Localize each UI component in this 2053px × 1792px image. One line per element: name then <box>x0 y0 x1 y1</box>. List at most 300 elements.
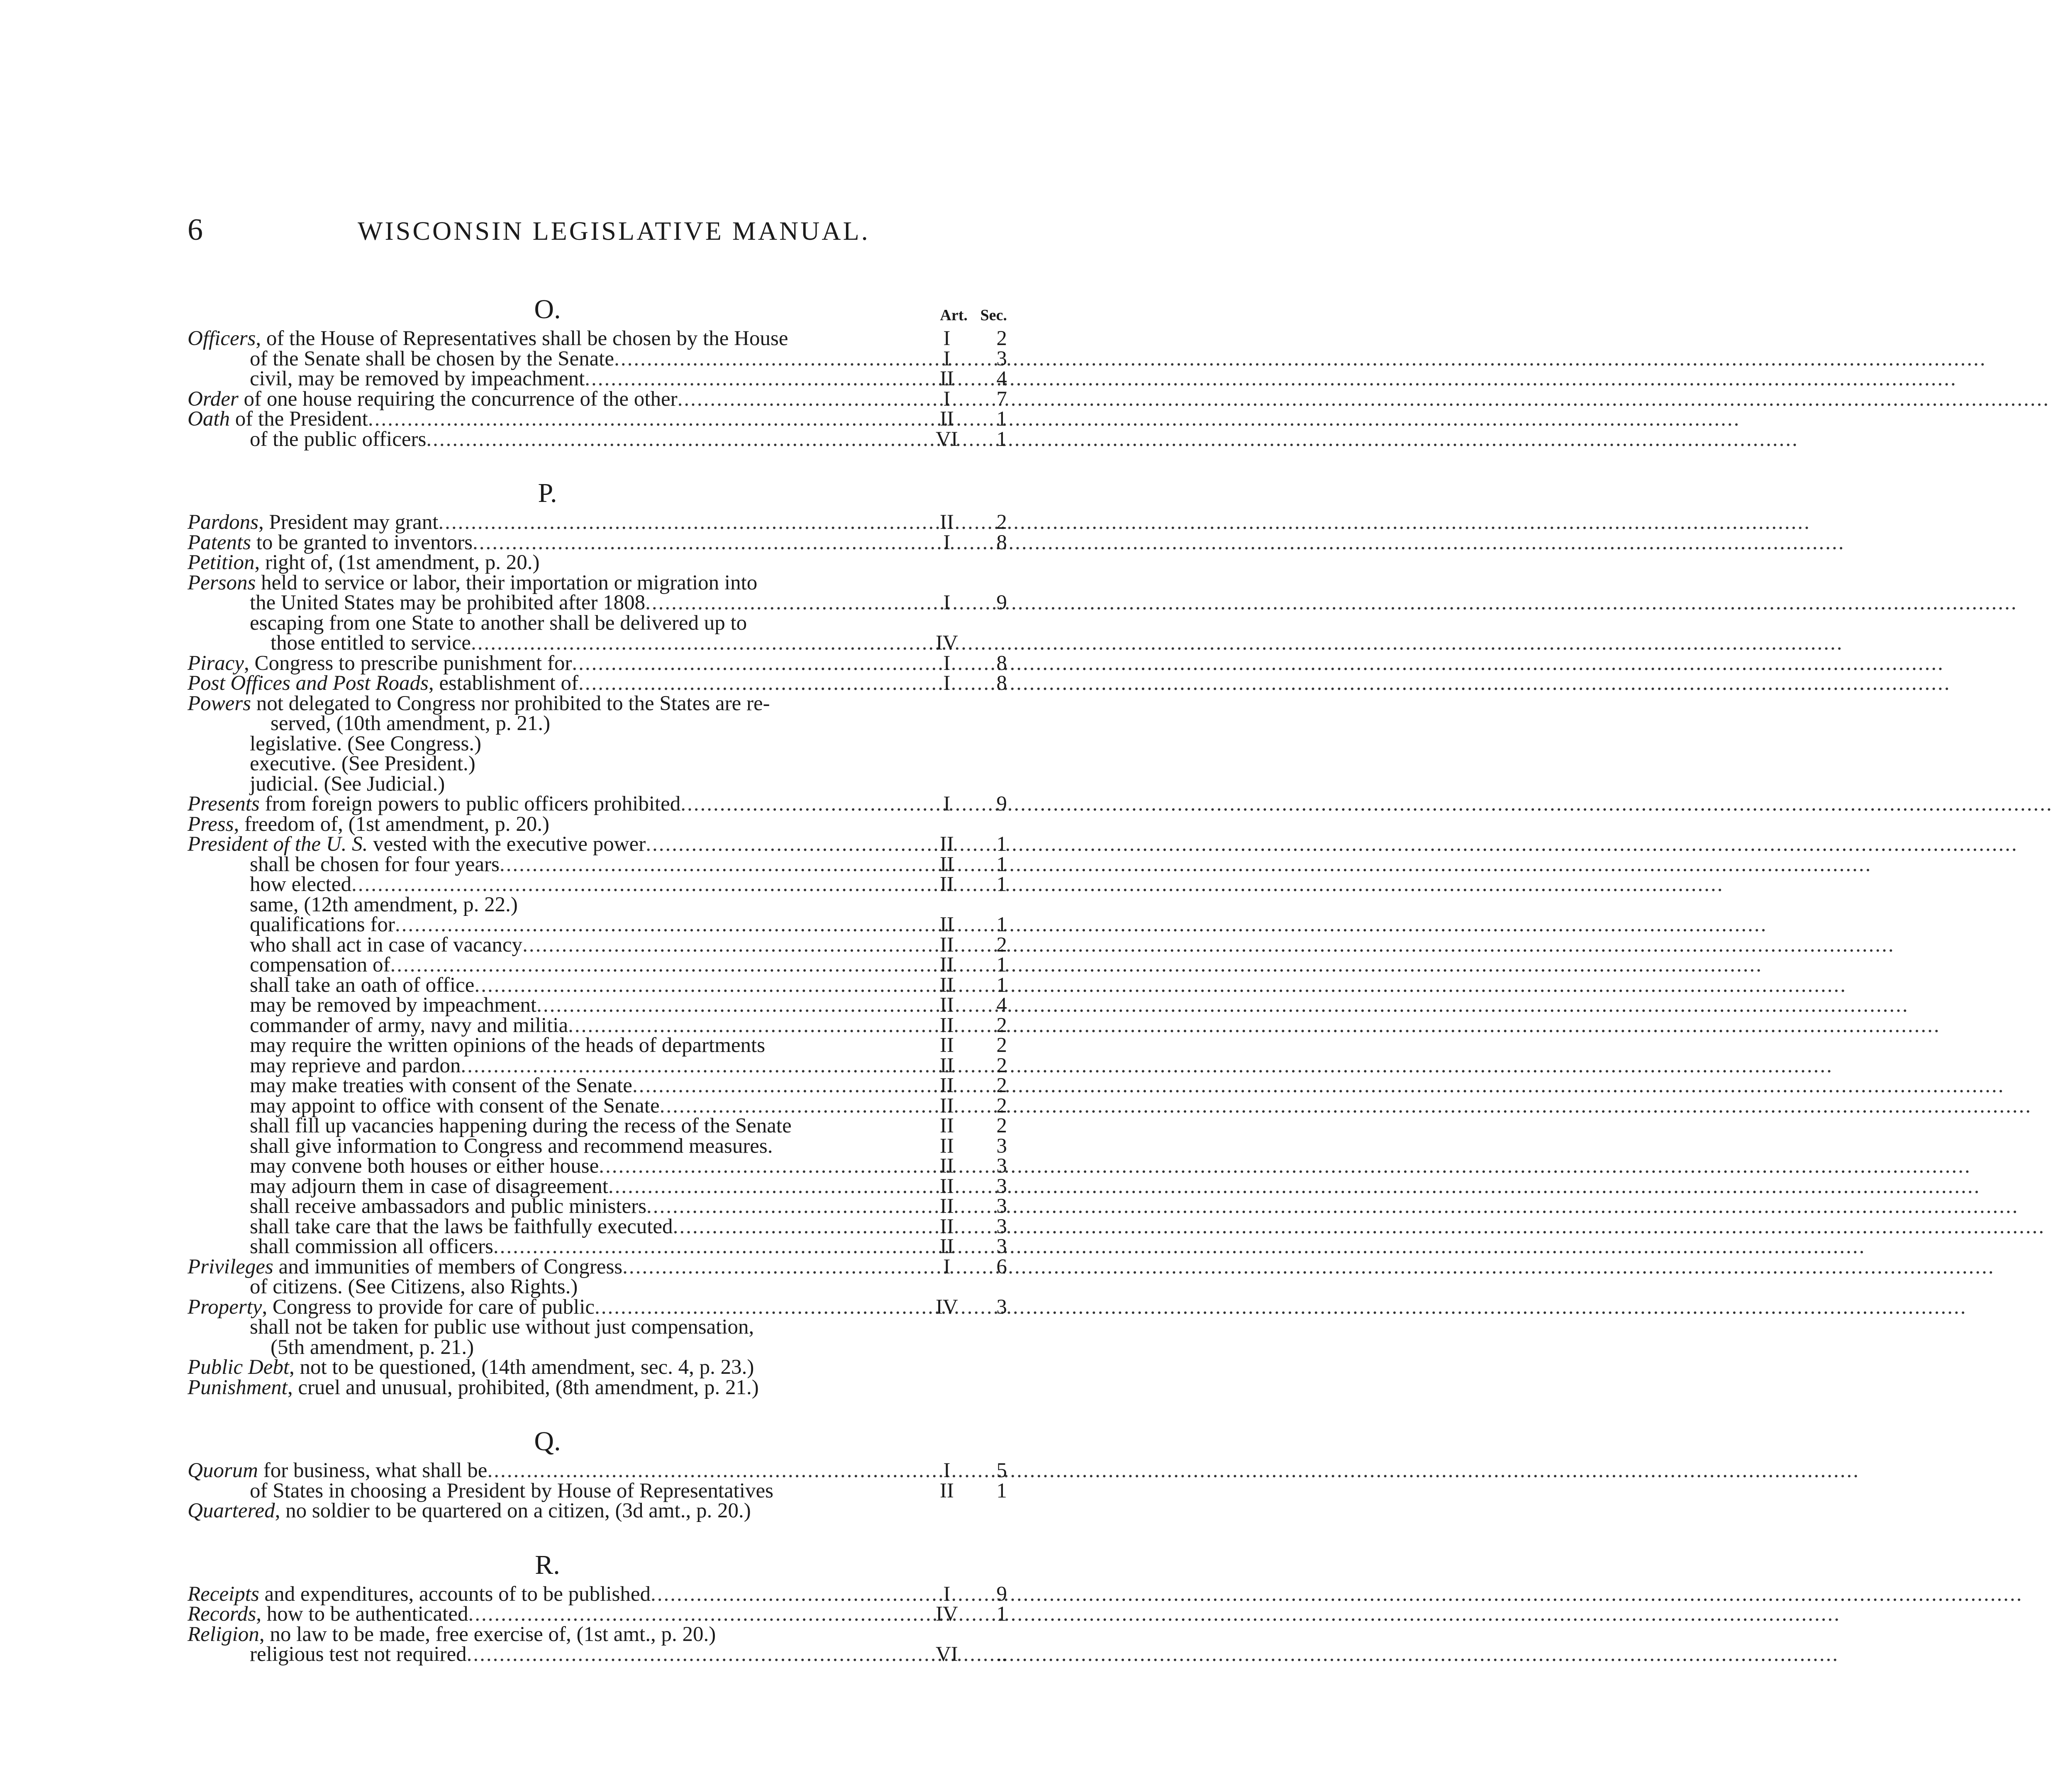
index-entry <box>188 955 1007 975</box>
index-entry <box>188 713 1007 734</box>
section-ref: 1 <box>996 852 1007 876</box>
leader-dots <box>487 1461 926 1481</box>
entry-description: may appoint to office with consent of the Senate <box>250 1094 660 1118</box>
entry-text <box>250 995 536 1015</box>
section-ref: 1 <box>996 1602 1007 1626</box>
entry-text <box>250 955 390 975</box>
entry-text <box>250 1277 578 1297</box>
section-ref: 2 <box>996 1094 1007 1118</box>
leader-dots <box>622 1257 926 1277</box>
entry-description: judicial. (See Judicial.) <box>250 772 445 796</box>
index-entry <box>188 874 1007 895</box>
section-ref: 5 <box>996 1459 1007 1482</box>
section-ref: 2 <box>996 1034 1007 1057</box>
entry-text <box>188 1297 595 1317</box>
entry-term: Piracy <box>188 651 244 675</box>
section-gap <box>188 1398 1007 1422</box>
leader-dots <box>500 855 926 875</box>
entry-text <box>188 409 368 429</box>
entry-description: , no soldier to be quartered on a citizen, (3d amt., p. 20.) <box>275 1499 751 1522</box>
leader-dots <box>474 975 926 996</box>
article-ref: I <box>943 327 951 350</box>
index-content <box>188 290 1007 1690</box>
leader-dots <box>645 593 926 613</box>
entry-term: Persons <box>188 571 256 594</box>
index-entry <box>188 915 1007 935</box>
entry-description: not delegated to Congress nor prohibited to the States are re- <box>251 691 770 715</box>
index-entry <box>188 613 1007 633</box>
index-section <box>188 1422 1007 1546</box>
index-entry <box>188 329 1007 349</box>
index-entry <box>188 673 1007 694</box>
entry-description: held to service or labor, their importation or migration into <box>256 571 758 594</box>
section-ref: .. <box>996 1643 1007 1666</box>
entry-text <box>188 814 549 835</box>
entry-description: shall take an oath of office <box>250 973 475 997</box>
entry-description: may adjourn them in case of disagreement <box>250 1174 608 1198</box>
article-ref: II <box>940 1235 954 1258</box>
entry-description: , right of, (1st amendment, p. 20.) <box>254 551 540 574</box>
entry-text <box>188 673 578 694</box>
entry-term: Presents <box>188 792 260 816</box>
entry-term: Pardons <box>188 511 258 534</box>
article-ref: II <box>940 1034 954 1057</box>
section-ref: 4 <box>996 993 1007 1017</box>
leader-dots <box>595 1297 926 1317</box>
entry-description: shall give information to Congress and recommend measures. <box>250 1134 773 1158</box>
index-entry <box>188 975 1007 996</box>
entry-description: , President may grant <box>258 511 439 534</box>
entry-text <box>250 1176 608 1197</box>
section-ref: 2 <box>996 1074 1007 1097</box>
entry-text <box>188 1604 468 1624</box>
article-ref: II <box>940 852 954 876</box>
article-ref: II <box>940 1074 954 1097</box>
entry-text <box>188 329 788 349</box>
entry-text <box>250 593 645 613</box>
leader-dots <box>660 1096 926 1116</box>
index-entry <box>188 593 1007 613</box>
entry-description: , establishment of <box>428 672 578 695</box>
running-head <box>188 212 1001 246</box>
entry-text <box>188 691 770 715</box>
entry-description: legislative. (See Congress.) <box>250 732 482 755</box>
entry-description: , no law to be made, free exercise of, (1st amt., p. 20.) <box>259 1622 716 1646</box>
section-ref: 9 <box>996 591 1007 614</box>
entry-description: shall take care that the laws be faithfully executed <box>250 1215 673 1238</box>
entry-description: served, (10th amendment, p. 21.) <box>271 712 551 735</box>
entry-description: (5th amendment, p. 21.) <box>271 1335 474 1359</box>
leader-dots <box>673 1217 926 1237</box>
sec-column-label: Sec. <box>980 307 1007 324</box>
index-entry <box>188 1096 1007 1116</box>
index-entry <box>188 533 1007 553</box>
section-ref: 1 <box>996 407 1007 431</box>
section-ref: 3 <box>996 1215 1007 1238</box>
entry-text <box>188 1461 487 1481</box>
entry-text <box>250 874 351 895</box>
entry-text <box>250 915 395 935</box>
entry-description: of one house requiring the concurrence of the other <box>238 387 678 411</box>
index-entry <box>188 1176 1007 1197</box>
index-entry <box>188 995 1007 1015</box>
index-entry <box>188 774 1007 794</box>
entry-text <box>250 1156 599 1176</box>
entry-term: Oath <box>188 407 230 431</box>
section-ref: 3 <box>996 1174 1007 1198</box>
entry-text <box>250 1096 660 1116</box>
entry-text <box>271 633 471 653</box>
index-section <box>188 1546 1007 1690</box>
section-ref: 1 <box>996 913 1007 936</box>
index-entry <box>188 1357 1007 1378</box>
index-entry <box>188 1277 1007 1297</box>
section-ref: 2 <box>996 1013 1007 1037</box>
article-ref: II <box>940 1195 954 1218</box>
article-ref: IV <box>936 1295 958 1319</box>
index-entry <box>188 1624 1007 1645</box>
leader-dots <box>632 1076 926 1096</box>
index-entry <box>188 1317 1007 1337</box>
article-ref: II <box>940 407 954 431</box>
index-entry <box>188 1337 1007 1358</box>
entry-description: executive. (See President.) <box>250 752 475 775</box>
entry-description: commander of army, navy and militia <box>250 1013 568 1037</box>
article-ref: I <box>943 651 951 675</box>
entry-description: shall receive ambassadors and public ministers <box>250 1195 646 1218</box>
leader-dots <box>438 512 926 533</box>
index-entry <box>188 553 1007 573</box>
index-entry <box>188 369 1007 389</box>
index-entry <box>188 935 1007 955</box>
section-ref: 2 <box>996 933 1007 957</box>
entry-description: qualifications for <box>250 913 395 936</box>
article-ref: I <box>943 672 951 695</box>
entry-description: to be granted to inventors <box>251 531 473 554</box>
entry-description: shall not be taken for public use without just compensation, <box>250 1315 754 1339</box>
index-entry <box>188 1604 1007 1624</box>
entry-description: the United States may be prohibited after 1808 <box>250 591 646 614</box>
section-ref: 8 <box>996 651 1007 675</box>
index-entry <box>188 1297 1007 1317</box>
article-ref: II <box>940 1013 954 1037</box>
article-ref: II <box>940 833 954 856</box>
entry-description: how elected <box>250 873 351 896</box>
entry-description: escaping from one State to another shall be delivered up to <box>250 611 747 635</box>
index-entry <box>188 1584 1007 1605</box>
entry-term: President of the U. S. <box>188 833 368 856</box>
entry-term: Post Offices and Post Roads <box>188 672 429 695</box>
section-letter: O. <box>534 294 561 324</box>
entry-text <box>250 1237 493 1257</box>
leader-dots <box>368 409 926 429</box>
section-letter: R. <box>535 1549 560 1580</box>
index-entry <box>188 1156 1007 1176</box>
entry-term: Privileges <box>188 1255 273 1278</box>
entry-text <box>250 1217 673 1237</box>
article-ref: II <box>940 973 954 997</box>
entry-term: Powers <box>188 691 251 715</box>
index-entry <box>188 1136 1007 1157</box>
entry-description: , how to be authenticated <box>256 1602 468 1626</box>
article-ref: VI <box>936 1643 958 1666</box>
index-entry <box>188 653 1007 674</box>
entry-text <box>250 1076 632 1096</box>
entry-text <box>188 653 572 674</box>
index-entry <box>188 895 1007 915</box>
entry-text <box>250 935 522 955</box>
index-entry <box>188 409 1007 429</box>
art-column-label: Art. <box>940 307 968 324</box>
entry-text <box>250 1056 461 1076</box>
index-section <box>188 474 1007 1422</box>
entry-text <box>271 1337 474 1358</box>
article-ref: II <box>940 913 954 936</box>
entry-text <box>188 1378 759 1398</box>
index-entry <box>188 389 1007 409</box>
index-entry <box>188 814 1007 835</box>
entry-text <box>250 1317 754 1337</box>
leader-dots <box>578 673 926 694</box>
leader-dots <box>395 915 926 935</box>
entry-description: for business, what shall be <box>258 1459 488 1482</box>
entry-description: who shall act in case of vacancy <box>250 933 523 957</box>
entry-term: Punishment <box>188 1376 288 1399</box>
leader-dots <box>651 1584 926 1605</box>
entry-description: religious test not required <box>250 1643 467 1666</box>
section-ref: 2 <box>996 327 1007 350</box>
leader-dots <box>522 935 926 955</box>
article-ref: II <box>940 953 954 976</box>
index-entry <box>188 573 1007 593</box>
index-entry <box>188 429 1007 450</box>
entry-text <box>188 834 646 855</box>
index-entry <box>188 1481 1007 1501</box>
leader-dots <box>468 1604 926 1624</box>
entry-description: may reprieve and pardon <box>250 1054 461 1077</box>
index-entry <box>188 1116 1007 1136</box>
section-gap <box>188 449 1007 474</box>
entry-text <box>188 1624 716 1645</box>
article-ref: II <box>940 1215 954 1238</box>
entry-text <box>188 1257 622 1277</box>
entry-text <box>250 1136 773 1157</box>
article-ref: I <box>943 387 951 411</box>
section-ref: 1 <box>996 1479 1007 1502</box>
entry-term: Officers <box>188 327 256 350</box>
entry-description: shall fill up vacancies happening during the recess of the Senate <box>250 1114 792 1137</box>
entry-term: Order <box>188 387 239 411</box>
leader-dots <box>467 1644 926 1665</box>
leader-dots <box>608 1176 926 1197</box>
leader-dots <box>493 1237 926 1257</box>
entry-description: , Congress to provide for care of public <box>262 1295 595 1319</box>
entry-description: may make treaties with consent of the Senate <box>250 1074 632 1097</box>
article-ref: I <box>943 1582 951 1606</box>
section-ref: 1 <box>996 833 1007 856</box>
entry-text <box>250 852 500 876</box>
leader-dots <box>599 1156 926 1176</box>
entry-text <box>188 794 680 814</box>
article-ref: II <box>940 873 954 896</box>
section-ref: 8 <box>996 531 1007 554</box>
index-entry <box>188 633 1007 653</box>
index-entry <box>188 691 1007 715</box>
entry-term: Religion <box>188 1622 259 1646</box>
entry-description: of States in choosing a President by House of Representatives <box>250 1479 774 1502</box>
entry-description: and expenditures, accounts of to be published <box>259 1582 651 1606</box>
entry-description: may convene both houses or either house <box>250 1154 599 1178</box>
section-gap <box>188 1665 1007 1690</box>
index-entry <box>188 1015 1007 1036</box>
index-section <box>188 290 1007 474</box>
article-ref: I <box>943 1459 951 1482</box>
entry-text <box>250 429 426 450</box>
section-gap <box>188 1521 1007 1546</box>
index-entry <box>188 1056 1007 1076</box>
entry-description: , of the House of Representatives shall be chosen by the House <box>256 327 788 350</box>
article-ref: II <box>940 1134 954 1158</box>
index-entry <box>188 1644 1007 1665</box>
entry-text <box>250 1481 773 1501</box>
section-ref: 9 <box>996 1582 1007 1606</box>
article-ref: II <box>940 1154 954 1178</box>
section-ref: 2 <box>996 1114 1007 1137</box>
leader-dots <box>426 429 926 450</box>
article-ref: I <box>943 591 951 614</box>
leader-dots <box>572 653 926 674</box>
entry-description: shall be chosen for four years <box>250 852 500 876</box>
entry-description: , cruel and unusual, prohibited, (8th amendment, p. 21.) <box>287 1376 759 1399</box>
index-entry <box>188 1461 1007 1481</box>
article-ref: II <box>940 511 954 534</box>
entry-text <box>188 1584 651 1605</box>
index-entry <box>188 754 1007 774</box>
section-ref: 2 <box>996 511 1007 534</box>
entry-description: of the President <box>230 407 368 431</box>
section-ref: 2 <box>996 1054 1007 1077</box>
article-ref: I <box>943 792 951 816</box>
index-entry <box>188 794 1007 814</box>
entry-term: Quartered <box>188 1499 275 1522</box>
entry-term: Records <box>188 1602 256 1626</box>
entry-term: Petition <box>188 551 255 574</box>
article-ref: II <box>940 367 954 390</box>
section-letter: P. <box>538 478 557 508</box>
leader-dots <box>473 533 926 553</box>
entry-term: Press <box>188 812 234 836</box>
index-entry <box>188 852 1007 876</box>
index-entry <box>188 1378 1007 1398</box>
index-entry <box>188 1196 1007 1217</box>
entry-description: from foreign powers to public officers prohibited <box>259 792 681 816</box>
section-ref: 1 <box>996 973 1007 997</box>
section-ref: 1 <box>996 427 1007 451</box>
article-ref: IV <box>936 631 958 655</box>
section-ref: 3 <box>996 1195 1007 1218</box>
entry-text <box>250 1196 646 1217</box>
entry-description: of the public officers <box>250 427 427 451</box>
article-ref: I <box>943 1255 951 1278</box>
entry-text <box>250 895 518 915</box>
index-entry <box>188 1257 1007 1277</box>
entry-description: , not to be questioned, (14th amendment, sec. 4, p. 23.) <box>289 1356 754 1379</box>
section-ref: 4 <box>996 367 1007 390</box>
section-ref: 7 <box>996 387 1007 411</box>
entry-text <box>250 1116 792 1136</box>
entry-text <box>250 774 445 794</box>
article-ref: I <box>943 531 951 554</box>
entry-text <box>188 553 539 573</box>
entry-text <box>250 349 614 369</box>
article-ref: II <box>940 933 954 957</box>
section-ref: 6 <box>996 1255 1007 1278</box>
entry-text <box>188 533 473 553</box>
leader-dots <box>614 349 926 369</box>
section-ref: 9 <box>996 792 1007 816</box>
index-entry <box>188 834 1007 855</box>
section-letter: Q. <box>534 1426 561 1456</box>
entry-text <box>250 734 481 754</box>
section-ref: 3 <box>996 1134 1007 1158</box>
entry-term: Property <box>188 1295 262 1319</box>
entry-text <box>188 389 678 409</box>
entry-text <box>250 975 474 996</box>
section-ref: 3 <box>996 347 1007 370</box>
entry-text <box>250 1015 568 1036</box>
leader-dots <box>585 369 926 389</box>
article-ref: II <box>940 993 954 1017</box>
entry-description: compensation of <box>250 953 390 976</box>
article-ref: I <box>943 347 951 370</box>
leader-dots <box>678 389 926 409</box>
entry-term: Patents <box>188 531 251 554</box>
article-ref: II <box>940 1054 954 1077</box>
entry-text <box>250 369 585 389</box>
index-entry <box>188 512 1007 533</box>
article-ref: VI <box>936 427 958 451</box>
entry-text <box>188 573 757 593</box>
section-ref: 3 <box>996 1154 1007 1178</box>
leader-dots <box>471 633 926 653</box>
index-entry <box>188 1501 1007 1521</box>
entry-description: civil, may be removed by impeachment <box>250 367 585 390</box>
index-entry <box>188 1237 1007 1257</box>
page-title: WISCONSIN LEGISLATIVE MANUAL. <box>358 216 870 246</box>
article-ref: II <box>940 1094 954 1118</box>
entry-term: Public Debt <box>188 1356 290 1379</box>
leader-dots <box>568 1015 926 1036</box>
entry-text <box>188 1501 751 1521</box>
section-ref: 3 <box>996 1235 1007 1258</box>
leader-dots <box>390 955 927 975</box>
entry-description: shall commission all officers <box>250 1235 493 1258</box>
entry-term: Quorum <box>188 1459 258 1482</box>
entry-description: those entitled to service <box>271 631 471 655</box>
leader-dots <box>680 794 926 814</box>
article-ref: II <box>940 1479 954 1502</box>
entry-description: of the Senate shall be chosen by the Senate <box>250 347 614 370</box>
entry-text <box>250 1644 467 1665</box>
index-entry <box>188 1217 1007 1237</box>
section-ref: 1 <box>996 873 1007 896</box>
entry-text <box>250 1035 765 1056</box>
entry-description: same, (12th amendment, p. 22.) <box>250 893 518 916</box>
column-labels <box>928 306 1007 324</box>
article-ref: II <box>940 1174 954 1198</box>
section-ref: 1 <box>996 953 1007 976</box>
article-ref: IV <box>936 1602 958 1626</box>
